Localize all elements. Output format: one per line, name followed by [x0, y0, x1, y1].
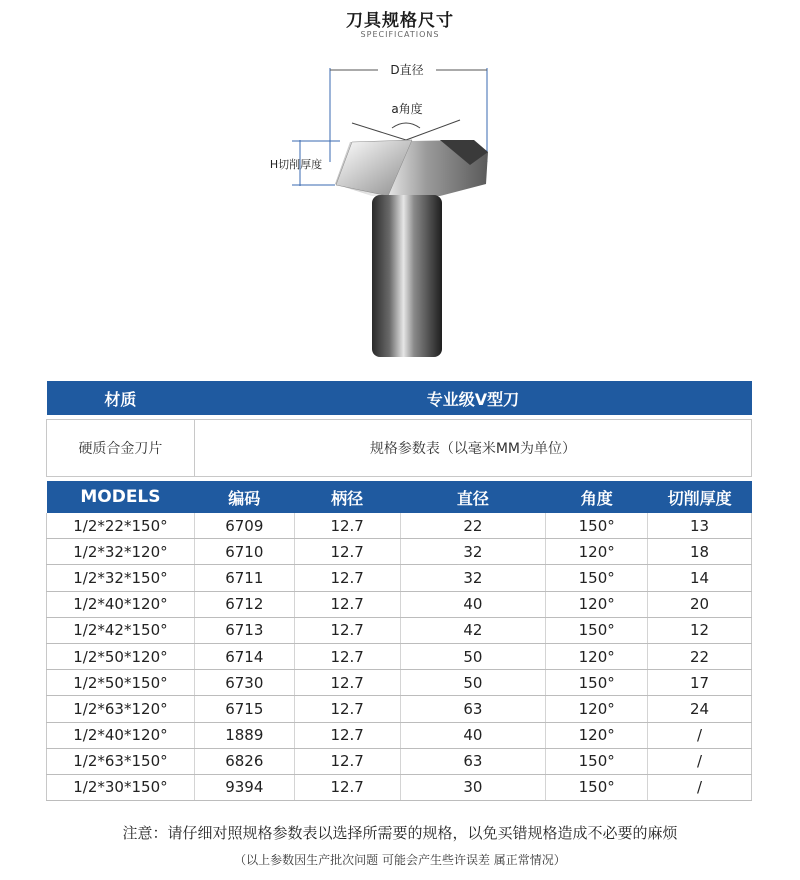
cell-angle: 120° [546, 643, 648, 669]
material-info-row [47, 420, 752, 477]
cell-thickness: 17 [648, 670, 752, 696]
table-row [47, 774, 752, 800]
cell-code: 6713 [194, 617, 294, 643]
cell-angle: 150° [546, 617, 648, 643]
cell-model: 1/2*30*150° [47, 774, 195, 800]
cell-model: 1/2*50*120° [47, 643, 195, 669]
cell-shank: 12.7 [294, 774, 400, 800]
cell-shank: 12.7 [294, 591, 400, 617]
column-header-angle: 角度 [546, 481, 648, 513]
cell-diameter: 30 [400, 774, 546, 800]
cell-shank: 12.7 [294, 513, 400, 539]
cell-thickness: / [648, 748, 752, 774]
cutter-shank [372, 195, 442, 357]
cell-diameter: 63 [400, 748, 546, 774]
cell-thickness: / [648, 722, 752, 748]
column-header-models: MODELS [47, 481, 195, 513]
cell-thickness: 18 [648, 539, 752, 565]
material-value: 硬质合金刀片 [47, 420, 195, 477]
cell-thickness: / [648, 774, 752, 800]
column-header-thickness: 切削厚度 [648, 481, 752, 513]
cell-shank: 12.7 [294, 565, 400, 591]
table-row [47, 591, 752, 617]
notice-text: 注意：请仔细对照规格参数表以选择所需要的规格，以免买错规格造成不必要的麻烦 [122, 824, 678, 842]
cell-shank: 12.7 [294, 696, 400, 722]
cell-thickness: 12 [648, 617, 752, 643]
cell-code: 6730 [194, 670, 294, 696]
angle-line-right [406, 120, 460, 140]
cell-diameter: 50 [400, 643, 546, 669]
cell-angle: 120° [546, 591, 648, 617]
cell-thickness: 24 [648, 696, 752, 722]
cell-model: 1/2*50*150° [47, 670, 195, 696]
product-header-row [47, 381, 752, 415]
cell-diameter: 22 [400, 513, 546, 539]
cell-angle: 150° [546, 670, 648, 696]
cell-code: 6715 [194, 696, 294, 722]
cell-angle: 120° [546, 722, 648, 748]
material-label: 材质 [47, 381, 195, 415]
cell-angle: 120° [546, 539, 648, 565]
cell-code: 9394 [194, 774, 294, 800]
notice-subtext: （以上参数因生产批次问题 可能会产生些许误差 属正常情况） [234, 853, 566, 867]
cell-thickness: 13 [648, 513, 752, 539]
cell-shank: 12.7 [294, 722, 400, 748]
column-header-shank: 柄径 [294, 481, 400, 513]
cell-angle: 150° [546, 565, 648, 591]
cell-diameter: 50 [400, 670, 546, 696]
cell-diameter: 40 [400, 591, 546, 617]
table-row [47, 670, 752, 696]
column-header-code: 编码 [194, 481, 294, 513]
angle-line-left [352, 123, 406, 140]
cell-angle: 150° [546, 774, 648, 800]
cell-angle: 150° [546, 748, 648, 774]
cell-thickness: 14 [648, 565, 752, 591]
cell-code: 6826 [194, 748, 294, 774]
cell-shank: 12.7 [294, 617, 400, 643]
cell-angle: 120° [546, 696, 648, 722]
cell-thickness: 20 [648, 591, 752, 617]
product-title: 专业级V型刀 [194, 381, 751, 415]
cell-code: 6710 [194, 539, 294, 565]
table-row [47, 513, 752, 539]
h-thickness-label: H切削厚度 [269, 158, 323, 171]
cell-shank: 12.7 [294, 748, 400, 774]
table-row [47, 643, 752, 669]
cell-code: 1889 [194, 722, 294, 748]
cell-code: 6709 [194, 513, 294, 539]
router-bit-diagram [0, 0, 800, 380]
column-header-diameter: 直径 [400, 481, 546, 513]
cell-shank: 12.7 [294, 670, 400, 696]
cell-diameter: 42 [400, 617, 546, 643]
table-row [47, 617, 752, 643]
table-row [47, 539, 752, 565]
page-title: 刀具规格尺寸 [346, 11, 454, 31]
table-row [47, 722, 752, 748]
column-header-row [47, 481, 752, 513]
cell-model: 1/2*32*120° [47, 539, 195, 565]
cell-diameter: 63 [400, 696, 546, 722]
cell-code: 6714 [194, 643, 294, 669]
cell-model: 1/2*32*150° [47, 565, 195, 591]
cell-angle: 150° [546, 513, 648, 539]
cell-model: 1/2*63*150° [47, 748, 195, 774]
cell-model: 1/2*22*150° [47, 513, 195, 539]
table-row [47, 565, 752, 591]
spec-caption: 规格参数表（以毫米MM为单位） [194, 420, 751, 477]
page-subtitle: SPECIFICATIONS [360, 30, 440, 39]
d-diameter-label: D直径 [390, 63, 424, 77]
cell-model: 1/2*40*120° [47, 722, 195, 748]
cell-code: 6712 [194, 591, 294, 617]
cell-diameter: 32 [400, 539, 546, 565]
cell-shank: 12.7 [294, 539, 400, 565]
a-angle-label: a角度 [391, 102, 423, 116]
table-row [47, 748, 752, 774]
cell-shank: 12.7 [294, 643, 400, 669]
cell-model: 1/2*40*120° [47, 591, 195, 617]
spec-table [46, 381, 752, 801]
angle-arc [392, 123, 420, 128]
cell-code: 6711 [194, 565, 294, 591]
cell-diameter: 32 [400, 565, 546, 591]
cell-model: 1/2*63*120° [47, 696, 195, 722]
cell-model: 1/2*42*150° [47, 617, 195, 643]
table-row [47, 696, 752, 722]
cell-diameter: 40 [400, 722, 546, 748]
cell-thickness: 22 [648, 643, 752, 669]
